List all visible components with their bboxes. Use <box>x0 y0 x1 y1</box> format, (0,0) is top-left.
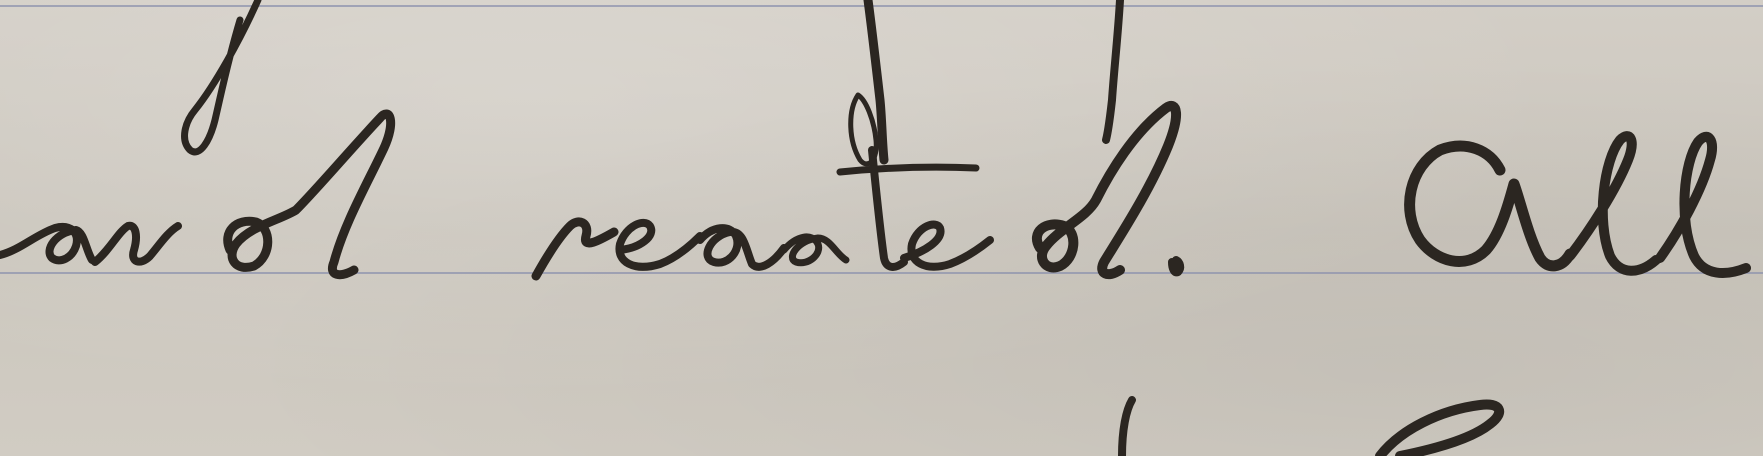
ascender-loop-bottom <box>1380 404 1499 456</box>
word-all <box>1410 136 1746 273</box>
word-text-1 <box>817 300 840 314</box>
period <box>1172 260 1180 272</box>
word-reasted <box>536 106 1180 276</box>
descender-stroke-3 <box>1106 0 1120 140</box>
t-cross <box>840 167 976 172</box>
descender-stroke-1 <box>185 0 258 152</box>
handwriting-transcription <box>0 300 1763 314</box>
word-and <box>0 114 391 275</box>
word-text-3 <box>929 300 945 314</box>
ascender-stroke-bottom-1 <box>1122 400 1132 456</box>
word-text-2 <box>860 300 910 314</box>
